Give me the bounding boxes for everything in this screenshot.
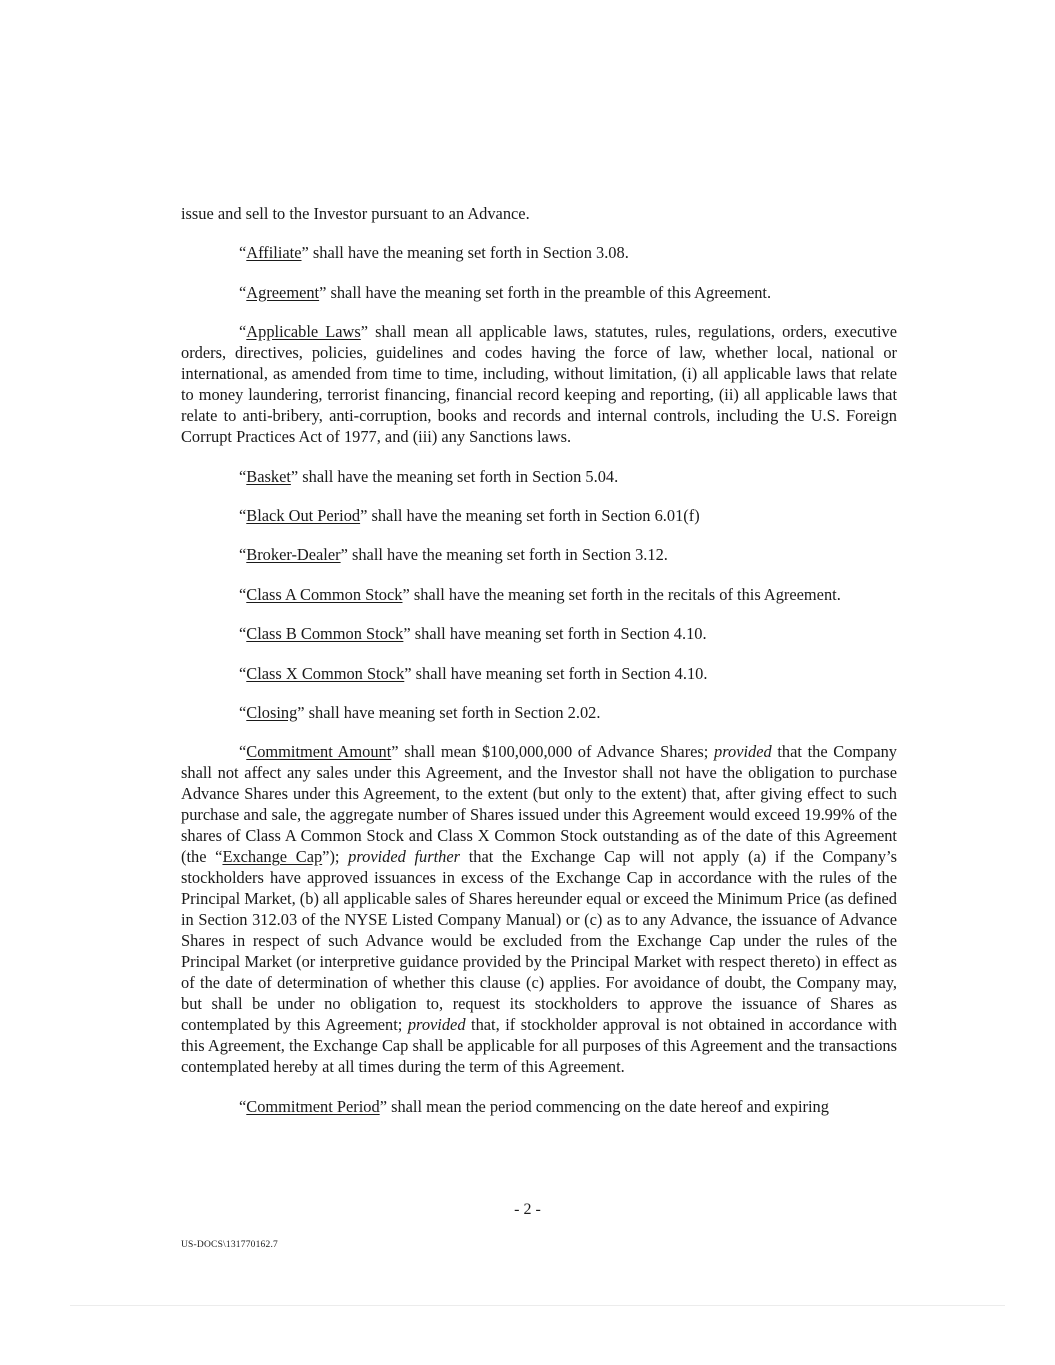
- defined-term: Broker-Dealer: [246, 545, 341, 565]
- defined-term: Closing: [246, 702, 298, 722]
- definition-text: shall mean $100,000,000 of Advance Shares;: [398, 742, 715, 762]
- defined-term: Class X Common Stock: [246, 663, 405, 683]
- definition-class-x-common-stock: “Class X Common Stock” shall have meaning set forth in Section 4.10.: [239, 663, 708, 683]
- page-edge-divider: [70, 1305, 1005, 1306]
- definition-text: shall have meaning set forth in Section 2.02.: [304, 702, 601, 722]
- definition-closing: “Closing” shall have meaning set forth in Section 2.02.: [239, 702, 601, 722]
- defined-term: Agreement: [246, 282, 320, 302]
- defined-term: Commitment Period: [246, 1096, 380, 1116]
- definition-text: shall have the meaning set forth in Section 3.08.: [308, 243, 629, 263]
- defined-term: Black Out Period: [246, 505, 361, 525]
- definition-text: shall have meaning set forth in Section 4.10.: [410, 624, 707, 644]
- definition-text: that the Exchange Cap will not apply (a) if the Company’s stockholders have approved issuances in excess of the Exchange Cap in accordance with the rules of the Principal Market, (b) all applicable sales of Shares hereunder equal or exceed the Minimum Price (as defined in Section 312.03 of the NYSE Listed Company Manual) or (c) as to any Advance, the issuance of Advance Shares in respect of such Advance would be excluded from the Exchange Cap under the rules of the Principal Market (or interpretive guidance provided by the Principal Market with respect thereto) in effect as of the date of determination of whether this clause (c) applies. For avoidance of doubt, the Company may, but shall be under no obligation to, request its stockholders to approve the issuance of Shares as contemplated by this Agreement;: [181, 847, 897, 1035]
- definition-text: shall have the meaning set forth in the recitals of this Agreement.: [409, 584, 841, 604]
- defined-term: Class A Common Stock: [246, 584, 403, 604]
- definition-text: shall have the meaning set forth in Section 6.01(f): [367, 505, 700, 525]
- definition-text: shall have meaning set forth in Section 4.10.: [411, 663, 708, 683]
- definition-class-b-common-stock: “Class B Common Stock” shall have meaning set forth in Section 4.10.: [239, 624, 707, 644]
- defined-term: Commitment Amount: [246, 742, 392, 762]
- continuation-paragraph: issue and sell to the Investor pursuant to an Advance.: [181, 204, 530, 223]
- definition-text: shall mean the period commencing on the date hereof and expiring: [386, 1096, 829, 1116]
- definition-agreement: “Agreement” shall have the meaning set forth in the preamble of this Agreement.: [239, 282, 772, 302]
- definition-text: shall mean all applicable laws, statutes, rules, regulations, orders, executive orders, directives, policies, guidelines and codes having the force of law, whether local, national or international, as amended from time to time, including, without limitation, (i) all applicable laws that relate to money laundering, terrorist financing, financial record keeping and reporting, (ii) all applicable laws that relate to anti-bribery, anti-corruption, books and records and internal controls, including the U.S. Foreign Corrupt Practices Act of 1977, and (iii) any Sanctions laws.: [181, 322, 897, 447]
- definition-broker-dealer: “Broker-Dealer” shall have the meaning set forth in Section 3.12.: [239, 545, 668, 565]
- definition-class-a-common-stock: “Class A Common Stock” shall have the meaning set forth in the recitals of this Agreement.: [239, 584, 841, 604]
- definition-text: shall have the meaning set forth in the preamble of this Agreement.: [326, 282, 772, 302]
- definition-commitment-period: “Commitment Period” shall mean the period commencing on the date hereof and expiring: [239, 1096, 829, 1116]
- document-id: US-DOCS\131770162.7: [181, 1240, 278, 1250]
- italic-provided-further: provided further: [348, 847, 461, 867]
- definition-affiliate: “Affiliate” shall have the meaning set forth in Section 3.08.: [239, 243, 629, 263]
- definition-text: ”);: [322, 847, 349, 867]
- defined-term: Affiliate: [246, 243, 302, 263]
- defined-term: Applicable Laws: [246, 322, 361, 342]
- italic-provided: provided: [407, 1015, 466, 1035]
- definition-text: that the Company shall not affect any sales under this Agreement, and the Investor shall not have the obligation to purchase Advance Shares under this Agreement, to the extent (but only to the extent) that, after giving effect to such purchase and sale, the aggregate number of Shares issued under this Agreement would exceed 19.99% of the shares of Class A Common Stock and Class X Common Stock outstanding as of the date of this Agreement (the “: [181, 742, 898, 867]
- definition-black-out-period: “Black Out Period” shall have the meaning set forth in Section 6.01(f): [239, 505, 700, 525]
- italic-provided: provided: [714, 742, 772, 762]
- defined-term: Basket: [246, 466, 291, 486]
- defined-term-exchange-cap: Exchange Cap: [222, 847, 323, 867]
- page-number: - 2 -: [514, 1201, 541, 1218]
- definition-basket: “Basket” shall have the meaning set forth in Section 5.04.: [239, 466, 619, 486]
- definition-text: shall have the meaning set forth in Section 5.04.: [298, 466, 619, 486]
- definition-text: that, if stockholder approval is not obtained in accordance with this Agreement, the Exchange Cap shall be applicable for all purposes of this Agreement and the transactions contemplated hereby at all times during the term of this Agreement.: [181, 1015, 897, 1077]
- definition-applicable-laws: “Applicable Laws” shall mean all applicable laws, statutes, rules, regulations, orders, executive orders, directives, policies, guidelines and codes having the force of law, whether local, national or international, as amended from time to time, including, without limitation, (i) all applicable laws that relate to money laundering, terrorist financing, financial record keeping and reporting, (ii) all applicable laws that relate to anti-bribery, anti-corruption, books and records and internal controls, including the U.S. Foreign Corrupt Practices Act of 1977, and (iii) any Sanctions laws.: [181, 322, 897, 447]
- defined-term: Class B Common Stock: [246, 624, 404, 644]
- page-body: [181, 203, 897, 1135]
- definition-commitment-amount: “Commitment Amount” shall mean $100,000,000 of Advance Shares; provided that the Company shall not affect any sales under this Agreement, and the Investor shall not have the obligation to purchase Advance Shares under this Agreement, to the extent (but only to the extent) that, after giving effect to such purchase and sale, the aggregate number of Shares issued under this Agreement would exceed 19.99% of the shares of Class A Common Stock and Class X Common Stock outstanding as of the date of this Agreement (the “Exchange Cap”); provided further that the Exchange Cap will not apply (a) if the Company’s stockholders have approved issuances in excess of the Exchange Cap in accordance with the rules of the Principal Market, (b) all applicable sales of Shares hereunder equal or exceed the Minimum Price (as defined in Section 312.03 of the NYSE Listed Company Manual) or (c) as to any Advance, the issuance of Advance Shares in respect of such Advance would be excluded from the Exchange Cap under the rules of the Principal Market (or interpretive guidance provided by the Principal Market with respect thereto) in effect as of the date of determination of whether this clause (c) applies. For avoidance of doubt, the Company may, but shall be under no obligation to, request its stockholders to approve the issuance of Shares as contemplated by this Agreement; provided that, if stockholder approval is not obtained in accordance with this Agreement, the Exchange Cap shall be applicable for all purposes of this Agreement and the transactions contemplated hereby at all times during the term of this Agreement.: [181, 742, 898, 1077]
- definition-text: shall have the meaning set forth in Section 3.12.: [347, 545, 668, 565]
